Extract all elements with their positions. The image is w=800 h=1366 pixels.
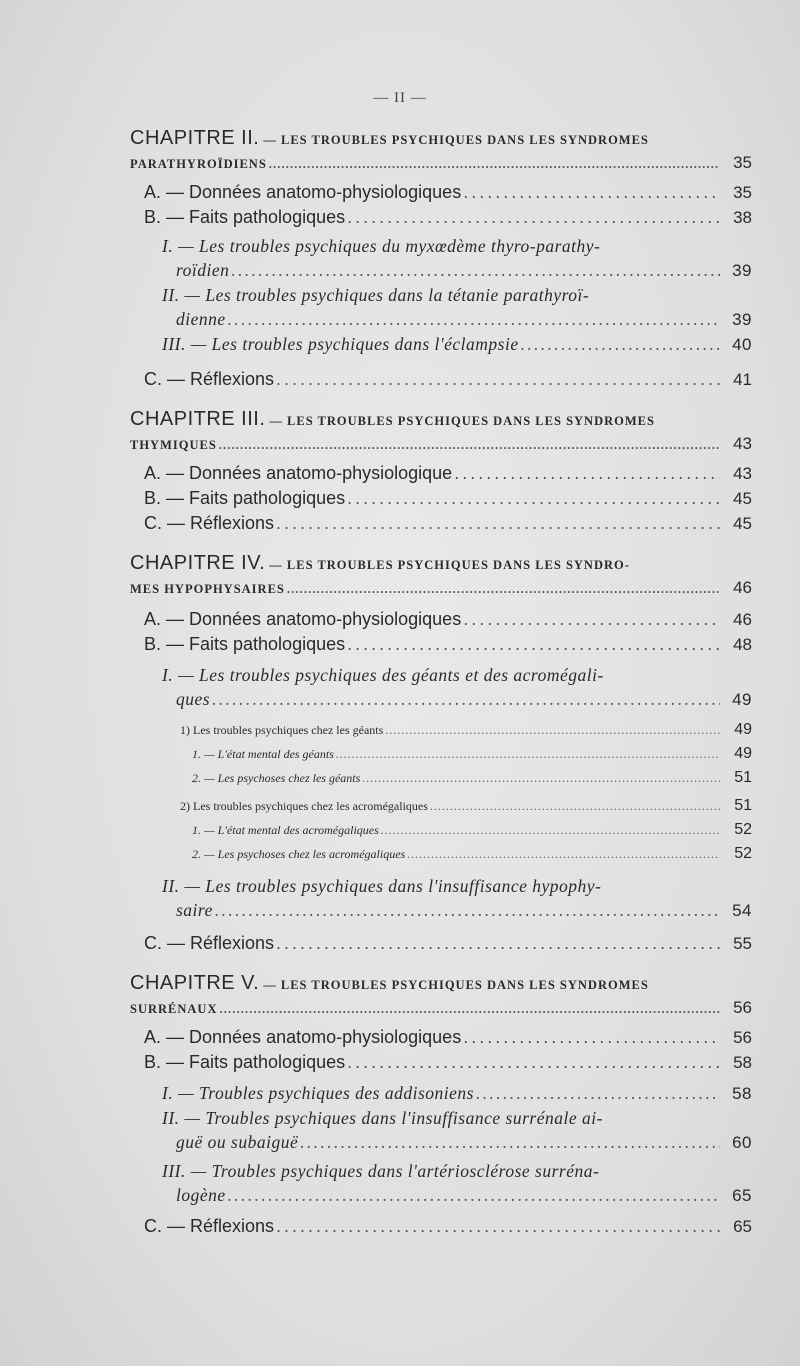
page-ref: 51 [734, 769, 752, 786]
chapter-title: CHAPITRE IV. [130, 552, 266, 574]
subsection-list: II. — Les troubles psychiques dans l'insuffisance hypophy- saire . . . 54 [130, 874, 752, 923]
page-ref: 39 [732, 310, 752, 329]
page-ref: 60 [732, 1133, 752, 1152]
page-ref: 58 [733, 1053, 752, 1072]
section-list [130, 607, 752, 657]
toc-entry: B. — Faits pathologiques . . . 38 [144, 205, 752, 230]
toc-entry: C. — Réflexions . . . 41 [144, 367, 752, 392]
toc-entry: C. — Réflexions . . . 55 [144, 931, 752, 956]
chapter-subtitle-cont: PARATHYROÏDIENS [130, 157, 267, 171]
toc-entry: A. — Données anatomo-physiologiques . . . 35 [144, 180, 752, 205]
chapter-subtitle-cont: THYMIQUES [130, 438, 217, 452]
page-ref: 43 [733, 434, 752, 453]
chapter-title: CHAPITRE V. [130, 972, 260, 994]
page-ref: 51 [734, 797, 752, 814]
page-ref: 52 [734, 845, 752, 862]
toc-entry: 2. — Les psychoses chez les géants . . . 51 [192, 766, 752, 790]
page-ref: 46 [733, 578, 752, 597]
page-ref: 39 [732, 261, 752, 280]
chapter-subtitle: — LES TROUBLES PSYCHIQUES DANS LES SYNDRO- [269, 558, 630, 572]
page-number-header: — II — [373, 90, 427, 106]
section-list [130, 1214, 752, 1239]
toc-entry: C. — Réflexions . . . 45 [144, 511, 752, 536]
chapter-subtitle: — LES TROUBLES PSYCHIQUES DANS LES SYNDROMES [269, 414, 655, 428]
toc-entry: B. — Faits pathologiques . . . 58 [144, 1050, 752, 1075]
section-list [130, 1025, 752, 1075]
chapter-subtitle-cont: SURRÉNAUX [130, 1002, 218, 1016]
page-ref: 52 [734, 821, 752, 838]
toc-entry: saire . . . 54 [162, 898, 752, 923]
page-ref: 46 [733, 610, 752, 629]
chapter-subtitle: — LES TROUBLES PSYCHIQUES DANS LES SYNDROMES [263, 133, 649, 147]
chapter-title: CHAPITRE II. [130, 127, 260, 149]
page-ref: 35 [733, 183, 752, 202]
page-ref: 56 [733, 1028, 752, 1047]
page-ref: 35 [733, 153, 752, 172]
chapter-5-entry [130, 970, 752, 1019]
toc-entry: ques . . . 49 [162, 687, 752, 712]
page-ref: 38 [733, 208, 752, 227]
section-list [130, 461, 752, 536]
page-ref: 54 [732, 901, 752, 920]
toc-entry: III. — Les troubles psychiques dans l'éclampsie . . . 40 [162, 332, 752, 357]
toc-entry: B. — Faits pathologiques . . . 45 [144, 486, 752, 511]
page-ref: 65 [732, 1186, 752, 1205]
toc-entry: 1) Les troubles psychiques chez les géants . . . 49 [180, 718, 752, 742]
page-ref: 58 [732, 1084, 752, 1103]
page-ref: 41 [733, 370, 752, 389]
toc-entry: B. — Faits pathologiques . . . 48 [144, 632, 752, 657]
page-ref: 45 [733, 514, 752, 533]
toc-entry: 1. — L'état mental des acromégaliques . . . 52 [192, 818, 752, 842]
chapter-3-entry [130, 406, 752, 455]
toc-entry: A. — Données anatomo-physiologiques . . . 46 [144, 607, 752, 632]
toc-entry: roïdien . . . 39 [162, 258, 752, 283]
toc-entry: A. — Données anatomo-physiologique . . . 43 [144, 461, 752, 486]
subsection-list: I. — Troubles psychiques des addisoniens . . . 58 II. — Troubles psychiques dans l'insuffisance surrénale ai- guë ou subaiguë . . . 60 III. — Troubles psychiques dans l'artériosclérose surréna- logène . . . 65 [130, 1081, 752, 1208]
subsection-list: I. — Les troubles psychiques des géants et des acromégali- ques . . . 49 [130, 663, 752, 712]
chapter-4-entry [130, 550, 752, 599]
page-ref: 65 [733, 1217, 752, 1236]
page-ref: 56 [733, 998, 752, 1017]
toc-entry: C. — Réflexions . . . 65 [144, 1214, 752, 1239]
section-list [130, 931, 752, 956]
toc-entry: I. — Troubles psychiques des addisoniens . . . 58 [162, 1081, 752, 1106]
toc-entry: A. — Données anatomo-physiologiques . . . 56 [144, 1025, 752, 1050]
page-ref: 45 [733, 489, 752, 508]
chapter-2-entry [130, 125, 752, 174]
toc-entry: dienne . . . 39 [162, 307, 752, 332]
page-ref: 49 [734, 721, 752, 738]
toc-entry: 1. — L'état mental des géants . . . 49 [192, 742, 752, 766]
page-ref: 49 [734, 745, 752, 762]
chapter-subtitle: — LES TROUBLES PSYCHIQUES DANS LES SYNDROMES [263, 978, 649, 992]
sub-subsection-list [130, 718, 752, 866]
subsection-list: I. — Les troubles psychiques du myxœdème thyro-parathy- roïdien . . . 39 II. — Les troubles psychiques dans la tétanie parathyroï- dienne . . . 39 III. — Les troubles psychiques dans l'éclampsie . . . 40 [130, 234, 752, 357]
chapter-subtitle-cont: MES HYPOPHYSAIRES [130, 582, 285, 596]
toc-entry: 2. — Les psychoses chez les acromégaliques . . . 52 [192, 842, 752, 866]
page-ref: 48 [733, 635, 752, 654]
chapter-title: CHAPITRE III. [130, 408, 266, 430]
page-ref: 40 [732, 335, 752, 354]
toc-entry: 2) Les troubles psychiques chez les acromégaliques . . . 51 [180, 794, 752, 818]
page-ref: 55 [733, 934, 752, 953]
section-list [130, 180, 752, 230]
table-of-contents [130, 125, 752, 1239]
page-ref: 43 [733, 464, 752, 483]
toc-entry: guë ou subaiguë . . . 60 [162, 1130, 752, 1155]
page-ref: 49 [732, 690, 752, 709]
toc-entry: logène . . . 65 [162, 1183, 752, 1208]
section-list [130, 367, 752, 392]
